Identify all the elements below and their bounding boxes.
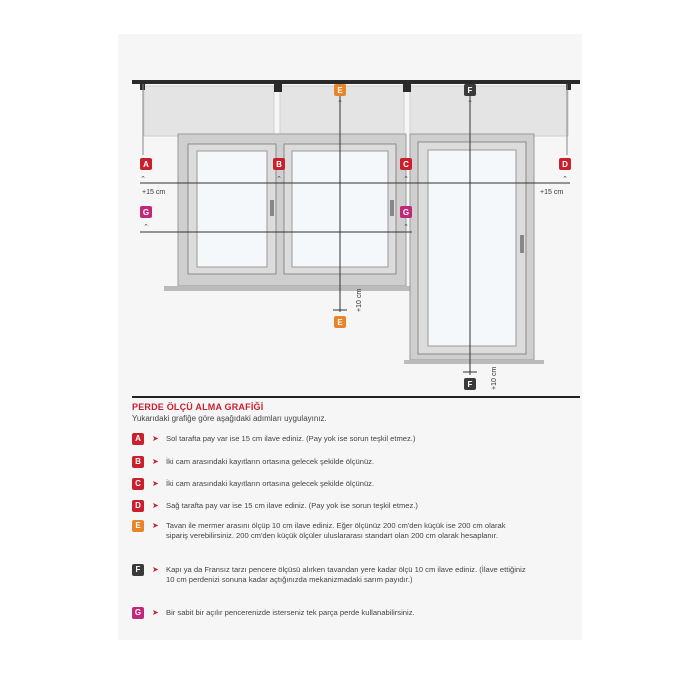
svg-text:⌃: ⌃ [403,175,409,183]
svg-text:D: D [562,160,568,169]
blind-box-right [410,86,568,136]
window-sill [164,286,410,291]
svg-text:F: F [467,380,473,389]
step-text: Bir sabit bir açılır pencerenizde isterseniz tek parça perde kullanabilirsiniz. [166,608,415,617]
offset-f-label: +10 cm [491,366,498,390]
arrow-icon: ➤ [152,434,159,443]
badge-g: G [132,607,144,619]
badge-b: B [132,456,144,468]
badge-c: C [132,478,144,490]
guide-subtitle: Yukarıdaki grafiğe göre aşağıdaki adımları uygulayınız. [132,414,327,423]
step-text: Kapı ya da Fransız tarzı pencere ölçüsü alırken tavandan yere kadar ölçü 10 cm ilave ediniz. (İlave ettiğiniz 10 cm perdenizi sonuna kadar açtığınızda mekanizmadaki sarım payıdır.) [166,565,526,584]
svg-text:⌃: ⌃ [140,175,146,183]
arrow-icon: ➤ [152,501,159,510]
badge-e: E [132,520,144,532]
arrow-icon: ➤ [152,565,159,574]
offset-left-label: +15 cm [142,189,166,196]
step-text: Sağ tarafta pay var ise 15 cm ilave ediniz. (Pay yok ise sorun teşkil etmez.) [166,501,418,510]
section-divider [132,396,580,398]
guide-title: PERDE ÖLÇÜ ALMA GRAFİĞİ [132,402,264,412]
blind-box-left [144,86,274,136]
offset-right-label: +15 cm [540,189,564,196]
svg-text:C: C [403,160,409,169]
svg-text:⌃: ⌃ [143,223,149,231]
svg-text:⌃: ⌃ [467,99,473,107]
arrow-icon: ➤ [152,479,159,488]
svg-text:B: B [276,160,282,169]
step-text: İki cam arasındaki kayıtların ortasına gelecek şekilde ölçünüz. [166,457,375,466]
svg-text:⌃: ⌃ [403,223,409,231]
svg-text:G: G [402,208,410,217]
svg-text:⌃: ⌃ [337,99,343,107]
step-text: Sol tarafta pay var ise 15 cm ilave ediniz. (Pay yok ise sorun teşkil etmez.) [166,434,416,443]
svg-text:⌃: ⌃ [562,175,568,183]
badge-f: F [132,564,144,576]
arrow-icon: ➤ [152,608,159,617]
svg-text:⌃: ⌃ [276,175,282,183]
offset-e-label: +10 cm [356,288,363,312]
step-text: İki cam arasındaki kayıtların ortasına gelecek şekilde ölçünüz. [166,479,375,488]
badge-a: A [132,433,144,445]
arrow-icon: ➤ [152,457,159,466]
svg-text:E: E [337,86,343,95]
svg-text:F: F [467,86,473,95]
svg-text:G: G [142,208,150,217]
svg-text:E: E [337,318,343,327]
curtain-rail [132,80,580,84]
svg-text:A: A [143,160,149,169]
arrow-icon: ➤ [152,521,159,530]
step-text: Tavan ile mermer arasını ölçüp 10 cm ilave ediniz. Eğer ölçünüz 200 cm'den küçük ise 200 cm olarak sipariş verebilirsiniz. 200 cm'den küçük ölçüler uluslararası standart olan 200 cm olarak hesaplanır. [166,521,506,540]
badge-d: D [132,500,144,512]
